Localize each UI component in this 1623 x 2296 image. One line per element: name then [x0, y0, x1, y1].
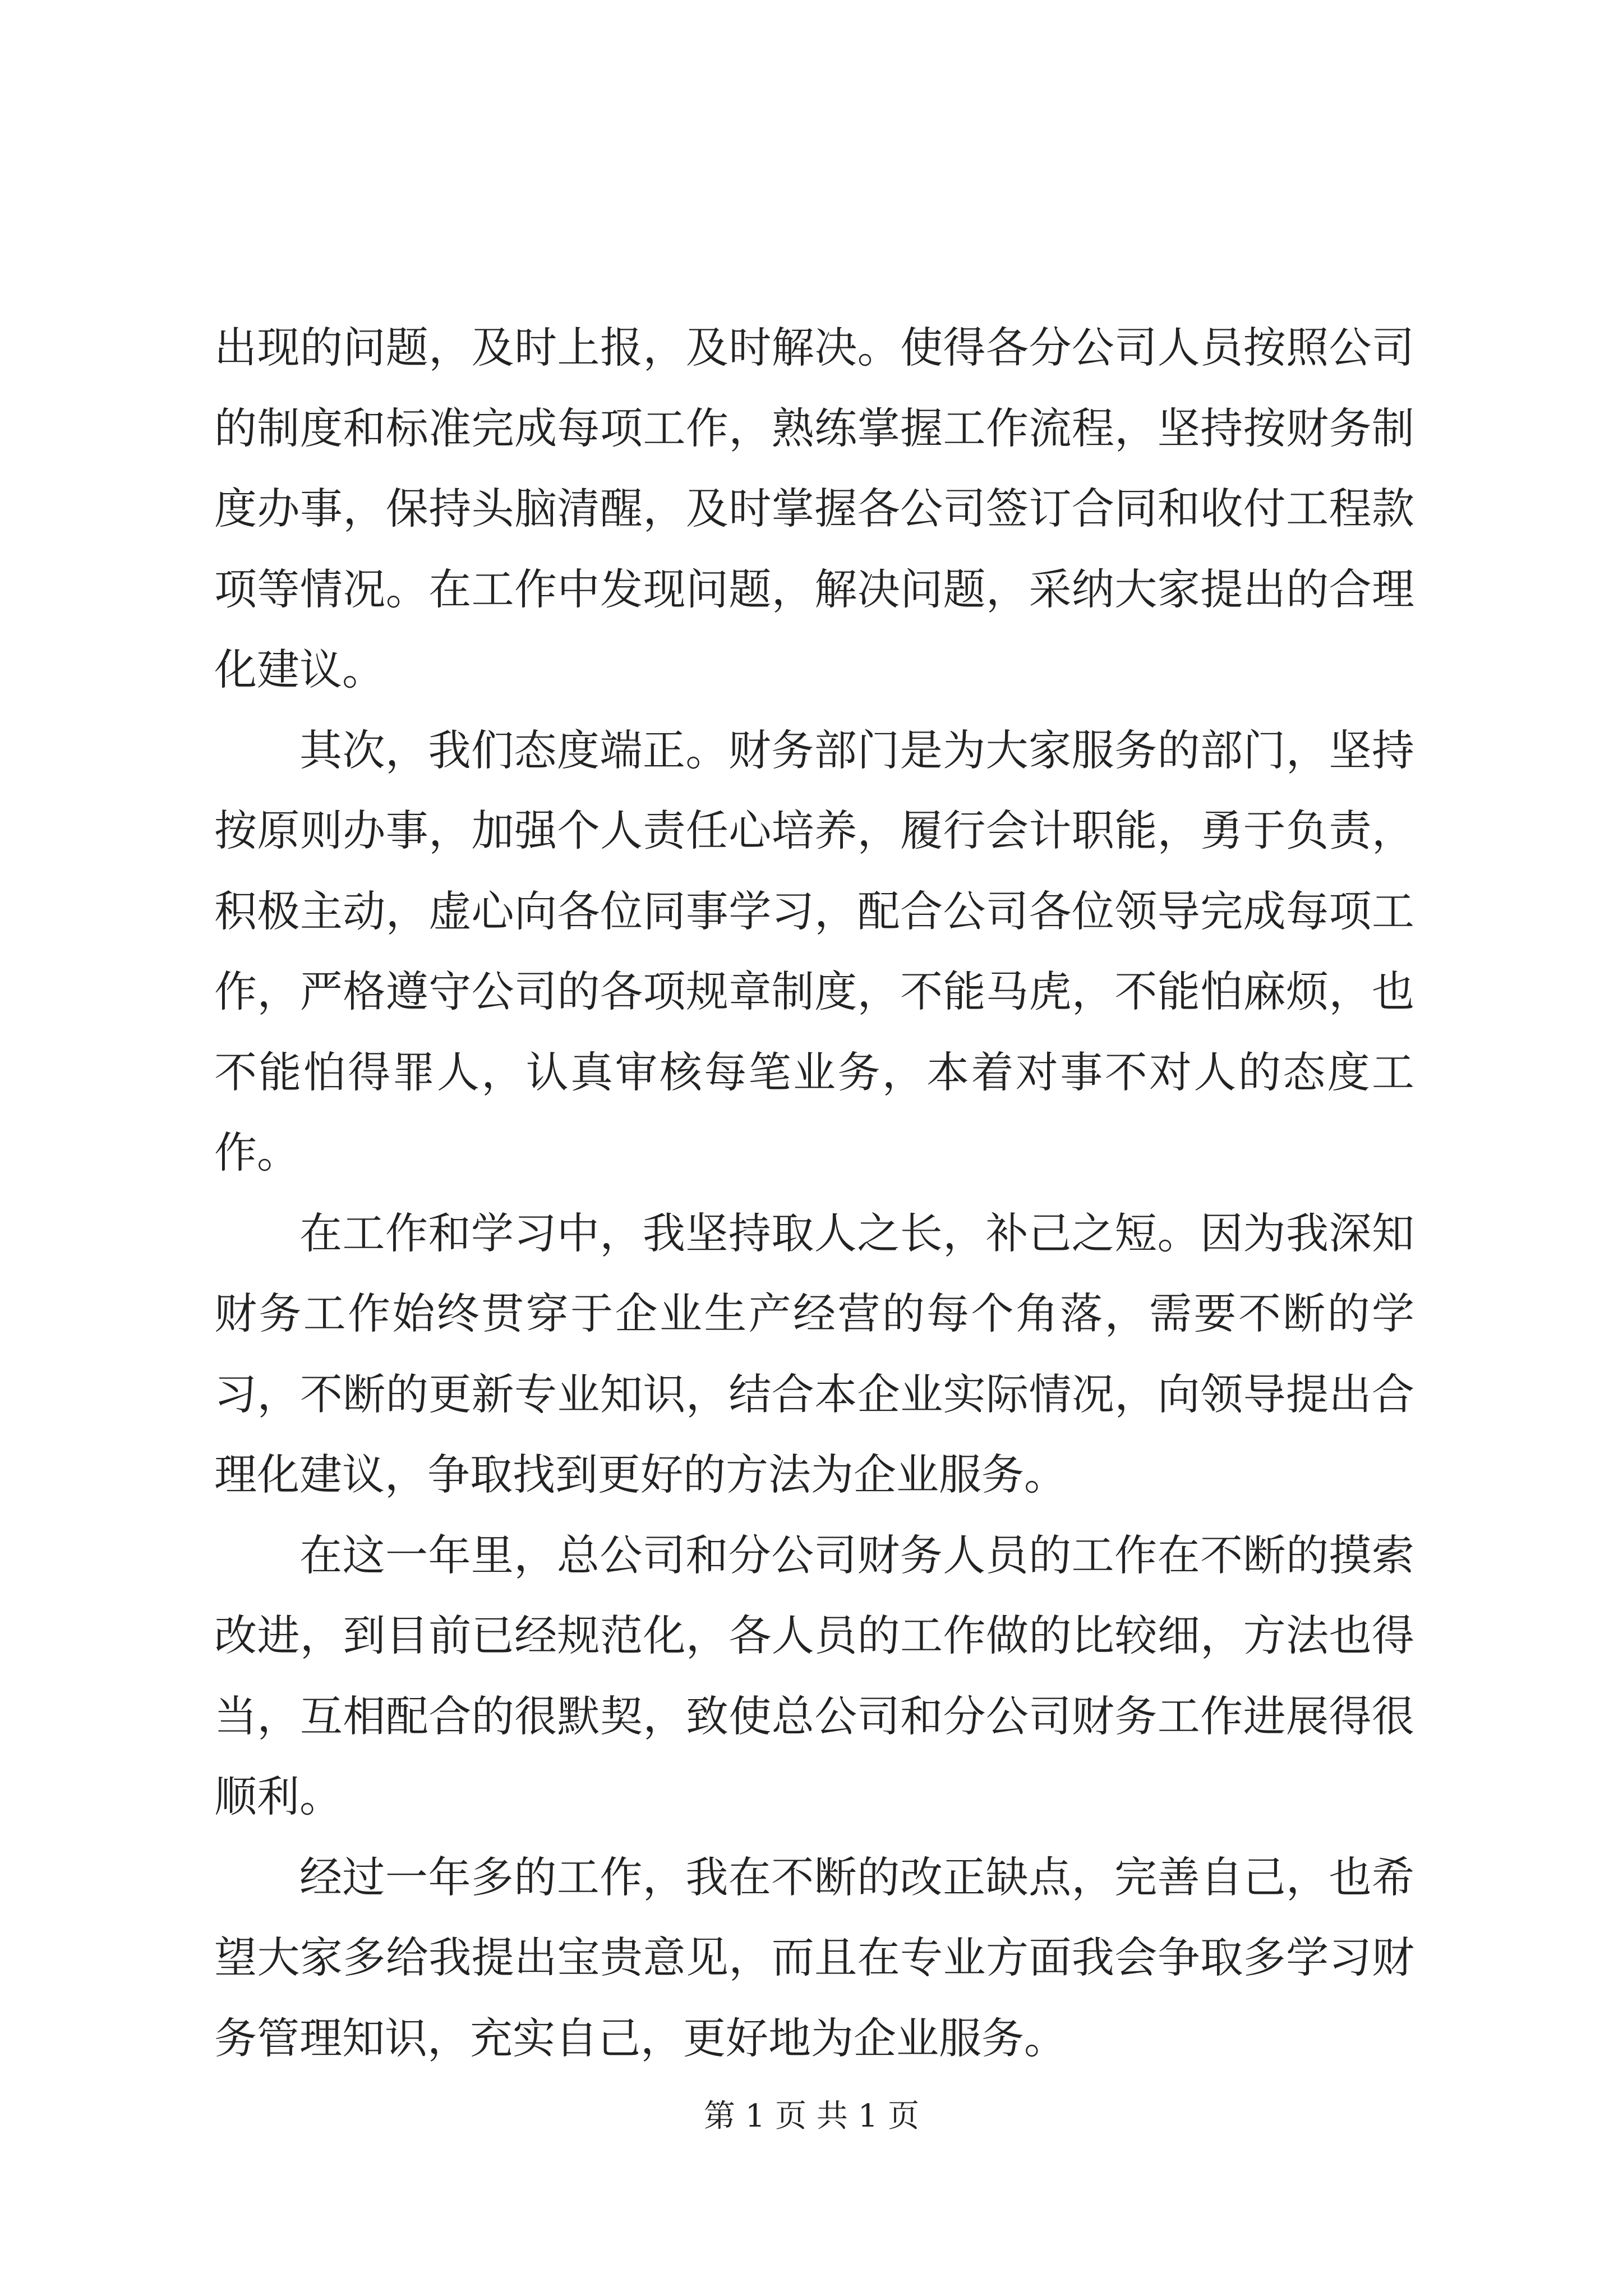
paragraph-3: 在工作和学习中，我坚持取人之长，补己之短。因为我深知财务工作始终贯穿于企业生产经营的每个角落，需要不断的学习，不断的更新专业知识，结合本企业实际情况，向领导提出合理化建议，争取找到更好的方法为企业服务。 — [214, 1208, 1414, 1499]
document-body — [214, 307, 1414, 2078]
paragraph-2: 其次，我们态度端正。财务部门是为大家服务的部门，坚持按原则办事，加强个人责任心培养，履行会计职能，勇于负责，积极主动，虚心向各位同事学习，配合公司各位领导完成每项工作，严格遵守公司的各项规章制度，不能马虎，不能怕麻烦，也不能怕得罪人，认真审核每笔业务，本着对事不对人的态度工作。 — [214, 725, 1414, 1177]
page-footer: 第 1 页 共 1 页 — [703, 2098, 920, 2134]
paragraph-4: 在这一年里，总公司和分公司财务人员的工作在不断的摸索改进，到目前已经规范化，各人员的工作做的比较细，方法也得当，互相配合的很默契，致使总公司和分公司财务工作进展得很顺利。 — [214, 1530, 1414, 1821]
paragraph-5: 经过一年多的工作，我在不断的改正缺点，完善自己，也希望大家多给我提出宝贵意见，而且在专业方面我会争取多学习财务管理知识，充实自己，更好地为企业服务。 — [214, 1852, 1414, 2063]
paragraph-1: 出现的问题，及时上报，及时解决。使得各分公司人员按照公司的制度和标准完成每项工作，熟练掌握工作流程，坚持按财务制度办事，保持头脑清醒，及时掌握各公司签订合同和收付工程款项等情况。在工作中发现问题，解决问题，采纳大家提出的合理化建议。 — [214, 323, 1414, 694]
